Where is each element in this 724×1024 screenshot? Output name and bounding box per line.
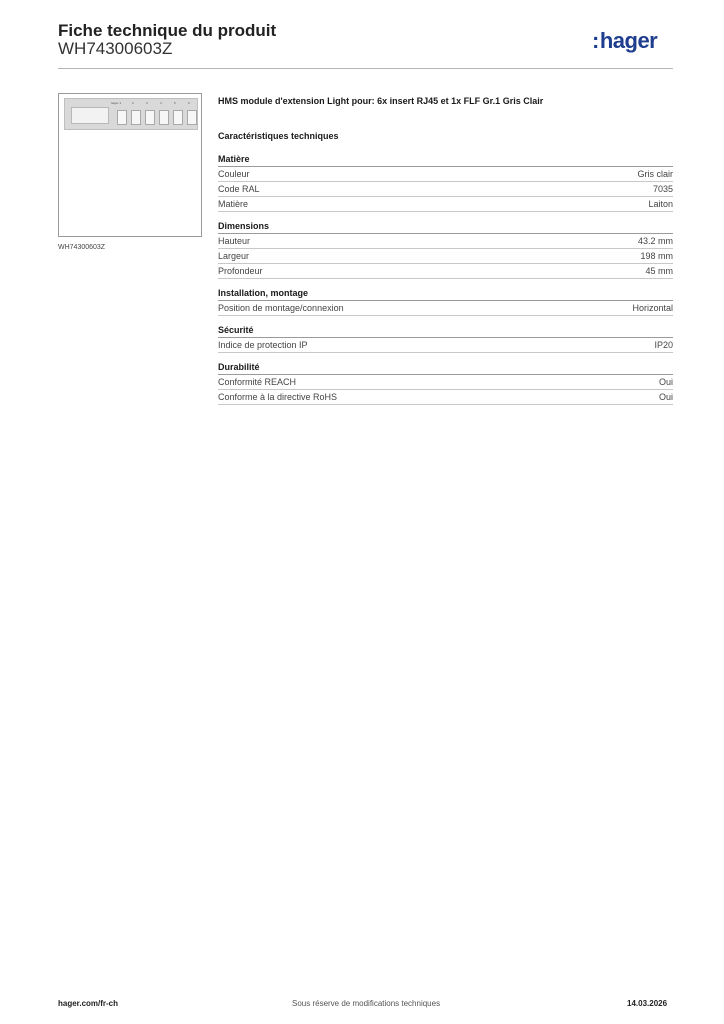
port-label: 6: [188, 101, 190, 105]
spec-value: 43.2 mm: [637, 236, 673, 246]
spec-label: Hauteur: [218, 236, 251, 246]
spec-content: [218, 96, 673, 414]
footer-date: 14.03.2026: [627, 999, 668, 1008]
spec-row: [218, 197, 673, 212]
blank-plate: [71, 107, 109, 124]
spec-row: [218, 234, 673, 249]
spec-row: [218, 338, 673, 353]
product-reference: WH74300603Z: [58, 39, 173, 58]
section-durabilite: [218, 362, 673, 405]
section-securite: [218, 325, 673, 353]
image-caption: WH74300603Z: [58, 244, 106, 251]
footer-website-link[interactable]: hager.com/fr-ch: [58, 999, 119, 1008]
port-label: hager 1: [111, 101, 122, 105]
section-installation: [218, 288, 673, 316]
spec-row: [218, 301, 673, 316]
spec-label: Position de montage/connexion: [218, 303, 344, 313]
footer-disclaimer: Sous réserve de modifications techniques: [292, 999, 441, 1008]
logo-colon-icon: :: [592, 28, 599, 53]
spec-label: Indice de protection IP: [218, 340, 308, 350]
rj45-port: [117, 110, 127, 125]
port-label: 5: [174, 101, 176, 105]
rj45-port: [159, 110, 169, 125]
spec-row: [218, 390, 673, 405]
spec-label: Profondeur: [218, 266, 263, 276]
hager-logo: :hager: [592, 28, 658, 53]
spec-value: Horizontal: [632, 303, 673, 313]
rj45-port: [187, 110, 197, 125]
spec-value: 45 mm: [645, 266, 673, 276]
spec-row: [218, 167, 673, 182]
section-dimensions: [218, 221, 673, 279]
spec-label: Matière: [218, 199, 249, 209]
section-matiere: [218, 154, 673, 212]
spec-label: Couleur: [218, 169, 250, 179]
section-title: Installation, montage: [218, 288, 673, 301]
spec-row: [218, 249, 673, 264]
spec-value: 198 mm: [640, 251, 673, 261]
spec-label: Conformité REACH: [218, 377, 297, 387]
section-title: Sécurité: [218, 325, 673, 338]
rj45-port: [131, 110, 141, 125]
page-title: Fiche technique du produit: [58, 21, 277, 40]
port-label: 4: [160, 101, 162, 105]
section-title: Matière: [218, 154, 673, 167]
spec-row: [218, 182, 673, 197]
characteristics-heading: Caractéristiques techniques: [218, 131, 339, 141]
rj45-port: [145, 110, 155, 125]
spec-value: Oui: [658, 392, 673, 402]
spec-value: IP20: [654, 340, 673, 350]
spec-row: [218, 375, 673, 390]
spec-value: 7035: [652, 184, 673, 194]
spec-value: Laiton: [648, 199, 673, 209]
spec-row: [218, 264, 673, 279]
product-title: HMS module d'extension Light pour: 6x insert RJ45 et 1x FLF Gr.1 Gris Clair: [218, 96, 544, 106]
spec-label: Largeur: [218, 251, 250, 261]
spec-value: Gris clair: [637, 169, 673, 179]
product-image: [58, 93, 202, 237]
section-title: Durabilité: [218, 362, 673, 375]
section-title: Dimensions: [218, 221, 673, 234]
spec-label: Code RAL: [218, 184, 260, 194]
product-illustration: [64, 98, 198, 130]
rj45-port: [173, 110, 183, 125]
spec-label: Conforme à la directive RoHS: [218, 392, 338, 402]
header-divider: [58, 68, 673, 69]
port-label: 3: [146, 101, 148, 105]
port-label: 2: [132, 101, 134, 105]
spec-value: Oui: [658, 377, 673, 387]
